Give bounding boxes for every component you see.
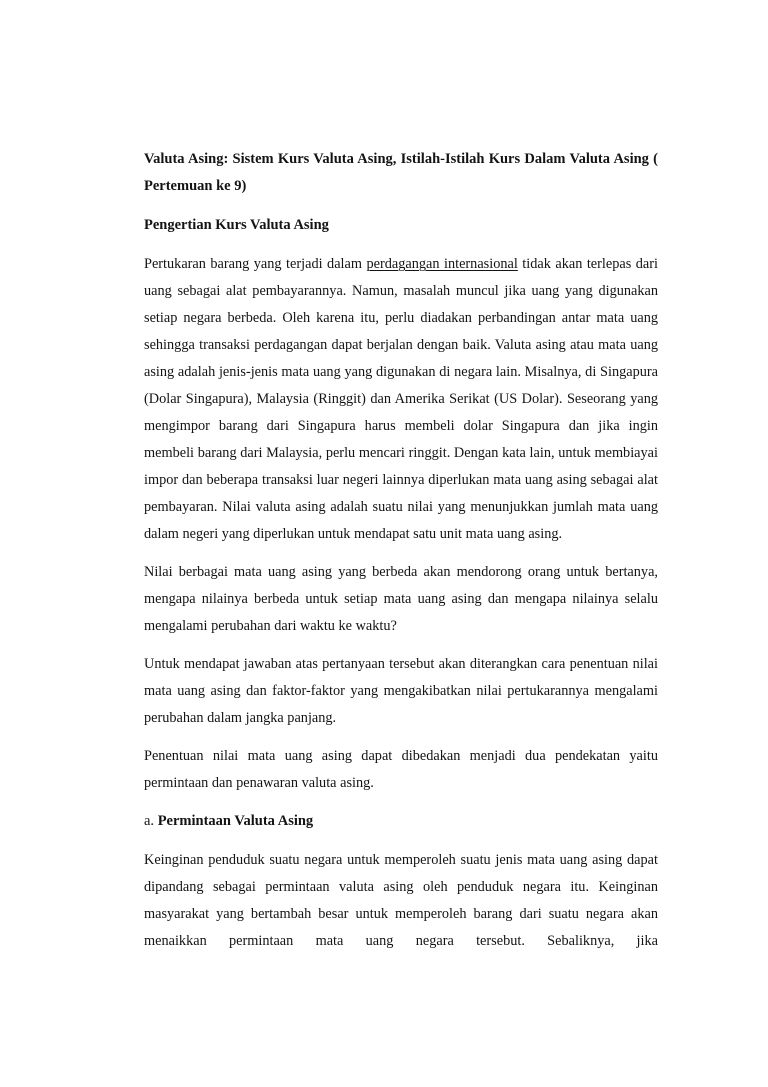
paragraph-pengertian: [144, 251, 658, 548]
paragraph-penentuan-nilai: Penentuan nilai mata uang asing dapat dibedakan menjadi dua pendekatan yaitu permintaan dan penawaran valuta asing.: [144, 748, 658, 791]
paragraph-nilai-berbagai: Nilai berbagai mata uang asing yang berbeda akan mendorong orang untuk bertanya, mengapa nilainya berbeda untuk setiap mata uang asing dan mengapa nilainya selalu mengalami perubahan dari waktu ke waktu?: [144, 564, 658, 634]
paragraph-text: tidak akan terlepas dari uang sebagai alat pembayarannya. Namun, masalah muncul jika uang yang digunakan setiap negara berbeda. Oleh karena itu, perlu diadakan perbandingan antar mata uang sehingga transaksi perdagangan dapat berjalan dengan baik. Valuta asing atau mata uang asing adalah jenis-jenis mata uang yang digunakan di negara lain. Misalnya, di Singapura (Dolar Singapura), Malaysia (Ringgit) dan Amerika Serikat (US Dolar). Seseorang yang mengimpor barang dari Singapura harus membeli dolar Singapura dan jika ingin membeli barang dari Malaysia, perlu mencari ringgit. Dengan kata lain, untuk membiayai impor dan beberapa transaksi luar negeri lainnya diperlukan mata uang asing sebagai alat pembayaran. Nilai valuta asing adalah suatu nilai yang menunjukkan jumlah mata uang dalam negeri yang diperlukan untuk mendapat satu unit mata uang asing.: [144, 256, 659, 542]
paragraph-text: Pertukaran barang yang terjadi dalam: [144, 256, 367, 272]
subsection-prefix: a.: [144, 813, 158, 829]
paragraph-untuk-mendapat: Untuk mendapat jawaban atas pertanyaan tersebut akan diterangkan cara penentuan nilai mata uang asing dan faktor-faktor yang mengakibatkan nilai pertukarannya mengalami perubahan dalam jangka panjang.: [144, 656, 658, 726]
document-title: Valuta Asing: Sistem Kurs Valuta Asing, Istilah-Istilah Kurs Dalam Valuta Asing ( Pertemuan ke 9): [144, 151, 658, 194]
paragraph-keinginan-penduduk: Keinginan penduduk suatu negara untuk memperoleh suatu jenis mata uang asing dapat dipandang sebagai permintaan valuta asing oleh penduduk negara itu. Keinginan masyarakat yang bertambah besar untuk memperoleh barang dari suatu negara akan menaikkan permintaan mata uang negara tersebut. Sebaliknya, jika: [144, 852, 658, 949]
perdagangan-internasional-link[interactable]: perdagangan internasional: [366, 256, 518, 272]
document-body: [144, 146, 658, 955]
subsection-heading: [144, 808, 658, 835]
subsection-title: Permintaan Valuta Asing: [157, 813, 314, 829]
section-heading: Pengertian Kurs Valuta Asing: [144, 217, 329, 233]
